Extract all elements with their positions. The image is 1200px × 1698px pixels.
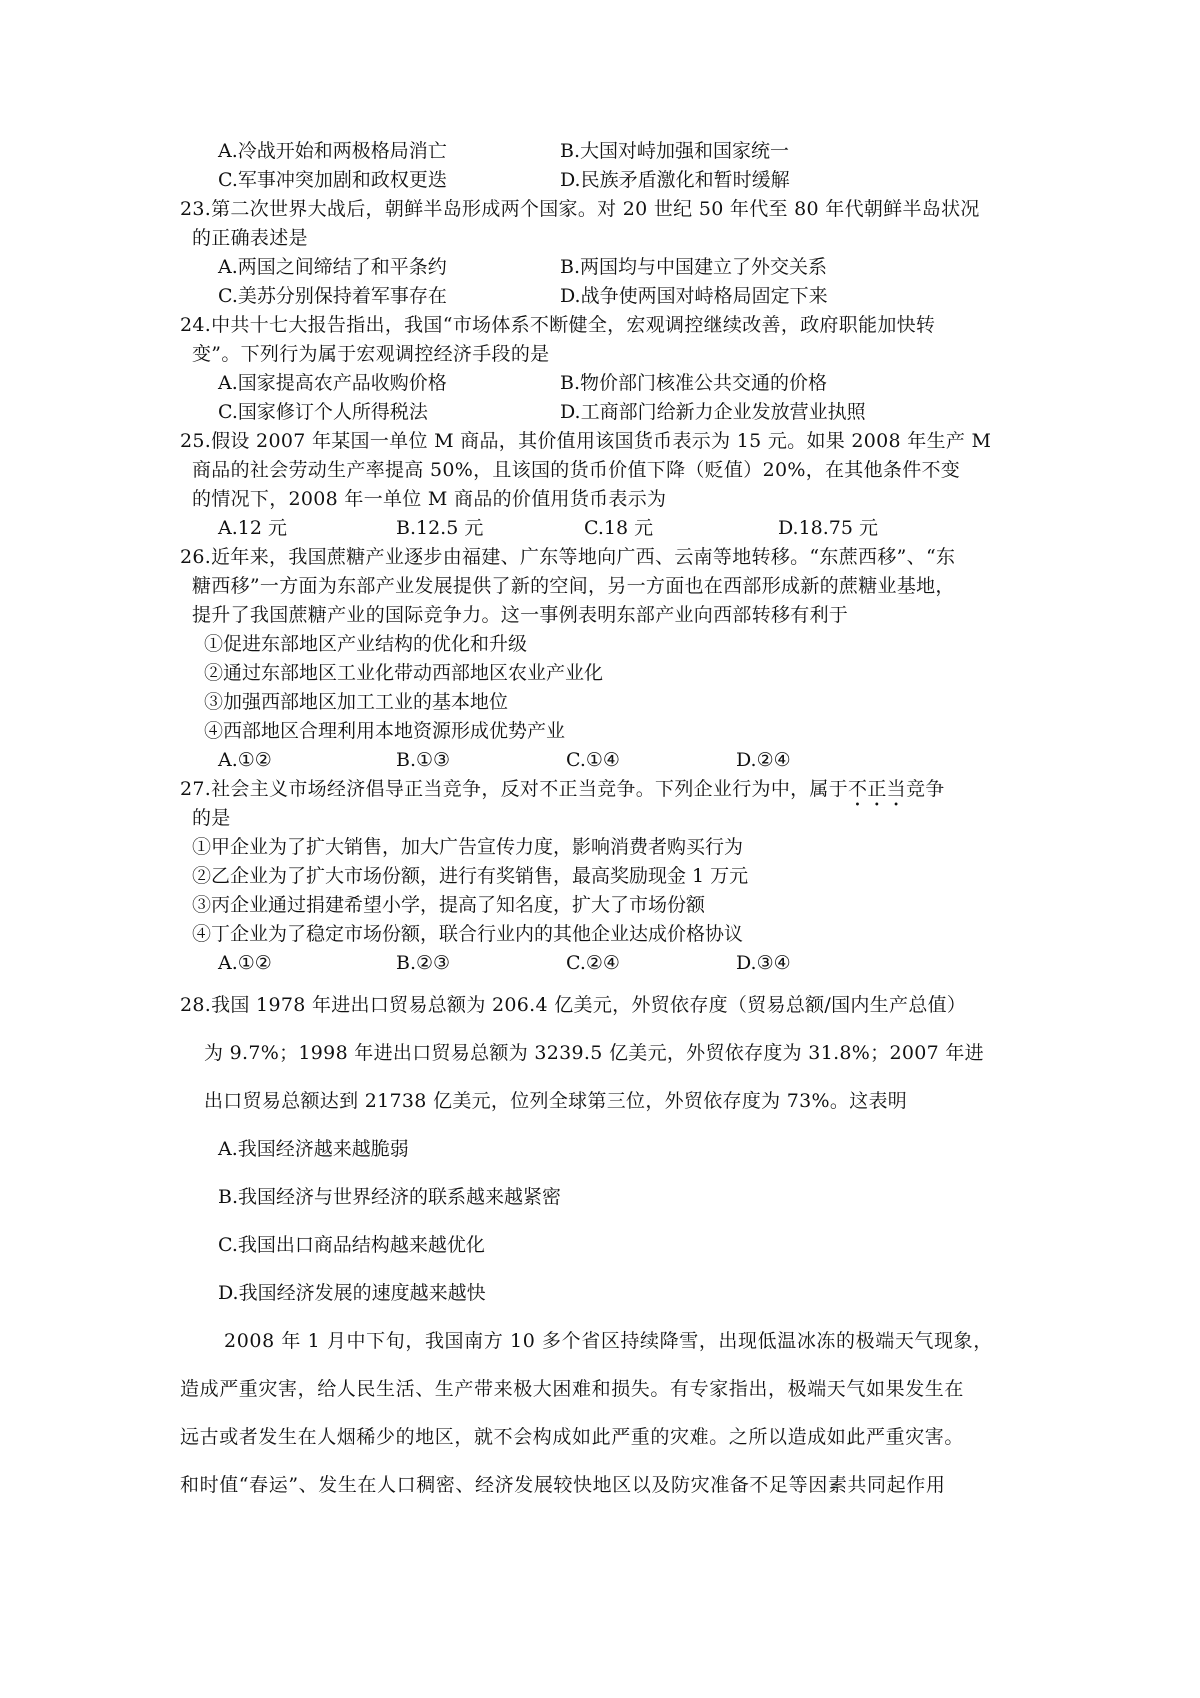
q28-option-a: A.我国经济越来越脆弱 <box>218 1138 409 1160</box>
passage-line-1: 2008 年 1 月中下旬，我国南方 10 多个省区持续降雪，出现低温冰冻的极端天气现象， <box>224 1330 993 1352</box>
q26-stem-line-1: 26.近年来，我国蔗糖产业逐步由福建、广东等地向广西、云南等地转移。“东蔗西移”、“东 <box>180 546 956 568</box>
q22-option-c: C.军事冲突加剧和政权更迭 <box>218 169 447 191</box>
q25-stem-line-2: 商品的社会劳动生产率提高 50%，且该国的货币价值下降（贬值）20%，在其他条件不变 <box>192 459 961 481</box>
passage-line-4: 和时值“春运”、发生在人口稠密、经济发展较快地区以及防灾准备不足等因素共同起作用 <box>180 1474 946 1496</box>
q27-stem-post: 竞争 <box>905 778 945 800</box>
q25-stem-line-1: 25.假设 2007 年某国一单位 M 商品，其价值用该国货币表示为 15 元。如果 2008 年生产 M <box>180 430 992 452</box>
q23-stem-line-2: 的正确表述是 <box>192 227 308 249</box>
q26-option-a: A.①② <box>218 749 272 771</box>
q26-option-d: D.②④ <box>736 749 791 771</box>
q27-item-1: ①甲企业为了扩大销售，加大广告宣传力度，影响消费者购买行为 <box>192 836 744 858</box>
q25-option-d: D.18.75 元 <box>778 517 879 539</box>
q26-stem-line-2: 糖西移”一方面为东部产业发展提供了新的空间，另一方面也在西部形成新的蔗糖业基地， <box>192 575 955 597</box>
q27-option-d: D.③④ <box>736 952 791 974</box>
q22-option-b: B.大国对峙加强和国家统一 <box>560 140 790 162</box>
q26-item-3: ③加强西部地区加工工业的基本地位 <box>204 691 509 713</box>
q28-stem-line-3: 出口贸易总额达到 21738 亿美元，位列全球第三位，外贸依存度为 73%。这表明 <box>204 1090 908 1112</box>
passage-line-3: 远古或者发生在人烟稀少的地区，就不会构成如此严重的灾难。之所以造成如此严重灾害。 <box>180 1426 965 1448</box>
q27-option-b: B.②③ <box>396 952 451 974</box>
q24-stem-line-1: 24.中共十七大报告指出，我国“市场体系不断健全，宏观调控继续改善，政府职能加快转 <box>180 314 936 336</box>
q25-option-a: A.12 元 <box>218 517 287 539</box>
q28-option-b: B.我国经济与世界经济的联系越来越紧密 <box>218 1186 562 1208</box>
q23-option-b: B.两国均与中国建立了外交关系 <box>560 256 828 278</box>
q26-item-4: ④西部地区合理利用本地资源形成优势产业 <box>204 720 566 742</box>
passage-line-2: 造成严重灾害，给人民生活、生产带来极大困难和损失。有专家指出，极端天气如果发生在 <box>180 1378 965 1400</box>
q26-item-1: ①促进东部地区产业结构的优化和升级 <box>204 633 528 655</box>
q24-option-c: C.国家修订个人所得税法 <box>218 401 428 423</box>
q25-stem-line-3: 的情况下，2008 年一单位 M 商品的价值用货币表示为 <box>192 488 667 510</box>
q22-option-d: D.民族矛盾激化和暂时缓解 <box>560 169 790 191</box>
q24-option-d: D.工商部门给新力企业发放营业执照 <box>560 401 866 423</box>
q23-option-d: D.战争使两国对峙格局固定下来 <box>560 285 828 307</box>
q27-item-2: ②乙企业为了扩大市场份额，进行有奖销售，最高奖励现金 1 万元 <box>192 865 749 887</box>
q24-stem-line-2: 变”。下列行为属于宏观调控经济手段的是 <box>192 343 550 365</box>
q27-option-c: C.②④ <box>566 952 620 974</box>
q23-option-c: C.美苏分别保持着军事存在 <box>218 285 447 307</box>
q27-stem-line-2: 的是 <box>192 807 231 829</box>
q28-option-c: C.我国出口商品结构越来越优化 <box>218 1234 485 1256</box>
q28-option-d: D.我国经济发展的速度越来越快 <box>218 1282 486 1304</box>
q27-emphasis-text: 不正当 <box>848 778 906 800</box>
q25-option-b: B.12.5 元 <box>396 517 484 539</box>
q27-option-a: A.①② <box>218 952 272 974</box>
q25-option-c: C.18 元 <box>584 517 654 539</box>
q27-item-4: ④丁企业为了稳定市场份额，联合行业内的其他企业达成价格协议 <box>192 923 744 945</box>
q23-option-a: A.两国之间缔结了和平条约 <box>218 256 447 278</box>
q24-option-a: A.国家提高农产品收购价格 <box>218 372 447 394</box>
q27-stem-pre: 27.社会主义市场经济倡导正当竞争，反对不正当竞争。下列企业行为中，属于 <box>180 778 849 800</box>
q27-stem-line-1 <box>180 776 945 811</box>
q22-option-a: A.冷战开始和两极格局消亡 <box>218 140 447 162</box>
q26-stem-line-3: 提升了我国蔗糖产业的国际竞争力。这一事例表明东部产业向西部转移有利于 <box>192 604 849 626</box>
q26-option-c: C.①④ <box>566 749 620 771</box>
q26-option-b: B.①③ <box>396 749 451 771</box>
q27-item-3: ③丙企业通过捐建希望小学，提高了知名度，扩大了市场份额 <box>192 894 706 916</box>
q24-option-b: B.物价部门核准公共交通的价格 <box>560 372 828 394</box>
q26-item-2: ②通过东部地区工业化带动西部地区农业产业化 <box>204 662 604 684</box>
q28-stem-line-1: 28.我国 1978 年进出口贸易总额为 206.4 亿美元，外贸依存度（贸易总额/国内生产总值） <box>180 994 967 1016</box>
q28-stem-line-2: 为 9.7%；1998 年进出口贸易总额为 3239.5 亿美元，外贸依存度为 31.8%；2007 年进 <box>204 1042 984 1064</box>
q23-stem-line-1: 23.第二次世界大战后，朝鲜半岛形成两个国家。对 20 世纪 50 年代至 80 年代朝鲜半岛状况 <box>180 198 980 220</box>
